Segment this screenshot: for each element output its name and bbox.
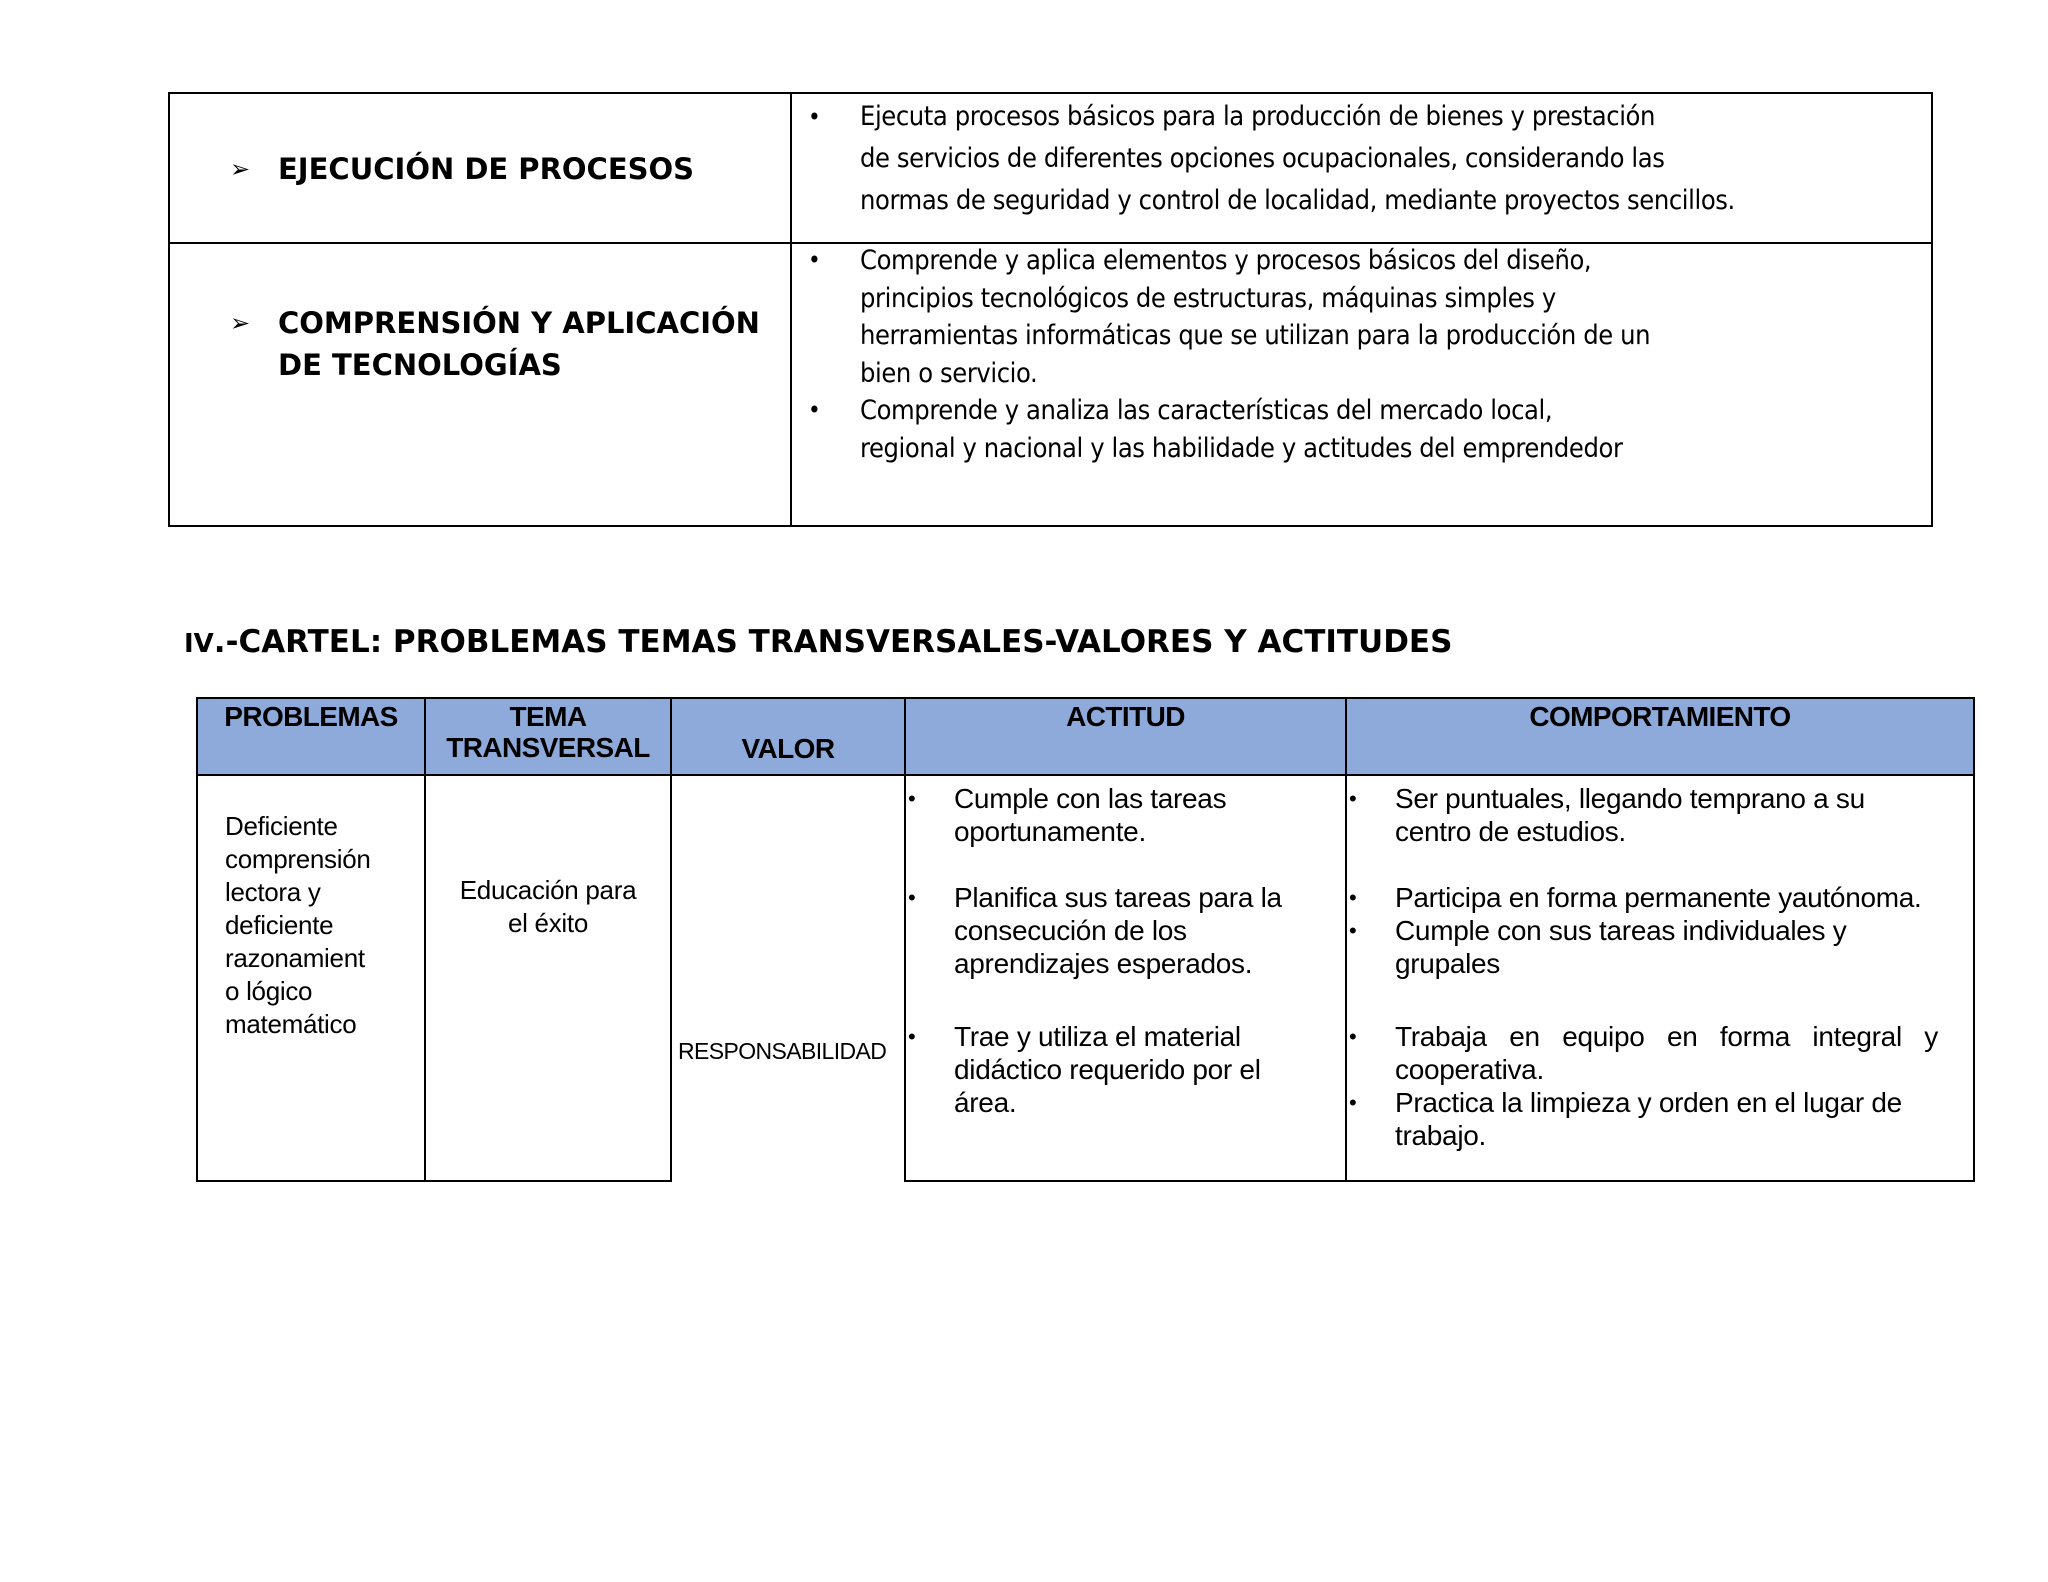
comportamiento-line: Participa en forma permanente yautónoma. bbox=[1395, 882, 1922, 913]
header-actitud bbox=[904, 697, 1347, 776]
competency-title: EJECUCIÓN DE PROCESOS bbox=[278, 152, 695, 186]
problema-line: comprensión bbox=[225, 844, 371, 874]
bullet-icon: • bbox=[1349, 1024, 1357, 1049]
capacity-line: de servicios de diferentes opciones ocupacionales, considerando las bbox=[860, 143, 1665, 174]
problema-line: razonamient bbox=[225, 943, 365, 973]
capacity-line: normas de seguridad y control de localidad, mediante proyectos sencillos. bbox=[860, 185, 1735, 216]
comportamiento-line: grupales bbox=[1395, 948, 1501, 979]
actitud-line: didáctico requerido por el bbox=[954, 1054, 1261, 1085]
header-label: COMPORTAMIENTO bbox=[1529, 701, 1791, 732]
problema-line: matemático bbox=[225, 1009, 357, 1039]
header-label bbox=[426, 701, 670, 763]
capacity-item bbox=[808, 96, 1920, 222]
problema-line: lectora y bbox=[225, 877, 321, 907]
header-label-line: TEMA bbox=[509, 701, 587, 732]
capacity-list bbox=[808, 96, 1920, 222]
cell-valor bbox=[670, 774, 906, 1182]
header-valor bbox=[670, 697, 906, 776]
bullet-icon: • bbox=[908, 786, 916, 811]
comportamiento-line: Cumple con sus tareas individuales y bbox=[1395, 915, 1847, 946]
problema-text bbox=[225, 810, 425, 1041]
bullet-icon: • bbox=[1349, 1090, 1357, 1115]
actitud-line: Trae y utiliza el material bbox=[954, 1021, 1241, 1052]
header-tema-transversal bbox=[424, 697, 672, 776]
actitud-line: Planifica sus tareas para la bbox=[954, 882, 1282, 913]
header-label: VALOR bbox=[741, 733, 835, 764]
competency-row-ejecucion bbox=[170, 94, 1931, 244]
capacity-line: principios tecnológicos de estructuras, máquinas simples y bbox=[860, 282, 1556, 314]
capacity-item bbox=[808, 392, 1920, 467]
header-label: PROBLEMAS bbox=[224, 701, 398, 732]
section-number: IV bbox=[184, 629, 214, 659]
actitud-line: área. bbox=[954, 1087, 1017, 1118]
cell-problema bbox=[196, 774, 426, 1182]
actitud-item bbox=[908, 881, 1344, 980]
bullet-icon: • bbox=[808, 396, 821, 424]
bullet-icon: • bbox=[1349, 918, 1357, 943]
comportamiento-list bbox=[1349, 782, 1973, 1152]
arrow-bullet-icon: ➢ bbox=[230, 309, 251, 337]
header-label: ACTITUD bbox=[1066, 701, 1185, 732]
bullet-icon: • bbox=[1349, 786, 1357, 811]
arrow-bullet-icon: ➢ bbox=[230, 155, 251, 183]
problema-line: Deficiente bbox=[225, 811, 338, 841]
header-label-line: TRANSVERSAL bbox=[446, 732, 650, 763]
bullet-icon: • bbox=[908, 1024, 916, 1049]
capacity-list bbox=[808, 242, 1920, 467]
tema-text bbox=[426, 874, 670, 940]
capacity-line: Ejecuta procesos básicos para la producción de bienes y prestación bbox=[860, 101, 1656, 132]
comportamiento-line: Practica la limpieza y orden en el lugar de bbox=[1395, 1087, 1902, 1118]
header-comportamiento bbox=[1345, 697, 1975, 776]
comportamiento-line: trabajo. bbox=[1395, 1120, 1486, 1151]
cell-tema-transversal bbox=[424, 774, 672, 1182]
competencies-table bbox=[168, 92, 1933, 527]
problema-line: deficiente bbox=[225, 910, 334, 940]
cell-actitudes bbox=[904, 774, 1347, 1182]
bullet-icon: • bbox=[1349, 885, 1357, 910]
bullet-icon: • bbox=[908, 885, 916, 910]
actitud-line: consecución de los bbox=[954, 915, 1187, 946]
capacity-line: bien o servicio. bbox=[860, 357, 1038, 389]
cell-comportamientos bbox=[1345, 774, 1975, 1182]
actitud-item bbox=[908, 782, 1344, 848]
capacity-line: regional y nacional y las habilidade y actitudes del emprendedor bbox=[860, 432, 1623, 464]
valor-text: RESPONSABILIDAD bbox=[678, 1038, 887, 1064]
comportamiento-line: centro de estudios. bbox=[1395, 816, 1626, 847]
problema-line: o lógico bbox=[225, 976, 313, 1006]
actitud-line: Cumple con las tareas bbox=[954, 783, 1227, 814]
comportamiento-item bbox=[1349, 1086, 1973, 1152]
comportamiento-item bbox=[1349, 782, 1973, 848]
competency-title-line: DE TECNOLOGÍAS bbox=[278, 348, 562, 382]
comportamiento-item bbox=[1349, 914, 1973, 980]
section-heading-text: .-CARTEL: PROBLEMAS TEMAS TRANSVERSALES-VALORES Y ACTITUDES bbox=[213, 624, 1453, 660]
actitud-item bbox=[908, 1020, 1344, 1119]
tema-line: el éxito bbox=[508, 908, 588, 938]
comportamiento-line: cooperativa. bbox=[1395, 1054, 1544, 1085]
capacity-item bbox=[808, 242, 1920, 392]
bullet-icon: • bbox=[808, 103, 821, 131]
comportamiento-item bbox=[1349, 881, 1973, 914]
comportamiento-item bbox=[1349, 1020, 1973, 1086]
tema-line: Educación para bbox=[459, 875, 637, 905]
comportamiento-line: Ser puntuales, llegando temprano a su bbox=[1395, 783, 1865, 814]
bullet-icon: • bbox=[808, 246, 821, 274]
competency-row-comprension bbox=[170, 242, 1931, 525]
capacity-line: Comprende y aplica elementos y procesos básicos del diseño, bbox=[860, 245, 1592, 276]
competency-title-line: COMPRENSIÓN Y APLICACIÓN bbox=[278, 306, 760, 340]
comportamiento-line: Trabaja en equipo en forma integral y bbox=[1395, 1021, 1939, 1052]
actitud-line: aprendizajes esperados. bbox=[954, 948, 1253, 979]
actitud-line: oportunamente. bbox=[954, 816, 1146, 847]
competency-title bbox=[278, 302, 798, 386]
actitud-list bbox=[908, 782, 1344, 1119]
capacity-line: Comprende y analiza las características del mercado local, bbox=[860, 395, 1553, 426]
header-problemas bbox=[196, 697, 426, 776]
capacity-line: herramientas informáticas que se utilizan para la producción de un bbox=[860, 320, 1651, 351]
section-title bbox=[184, 624, 1452, 660]
